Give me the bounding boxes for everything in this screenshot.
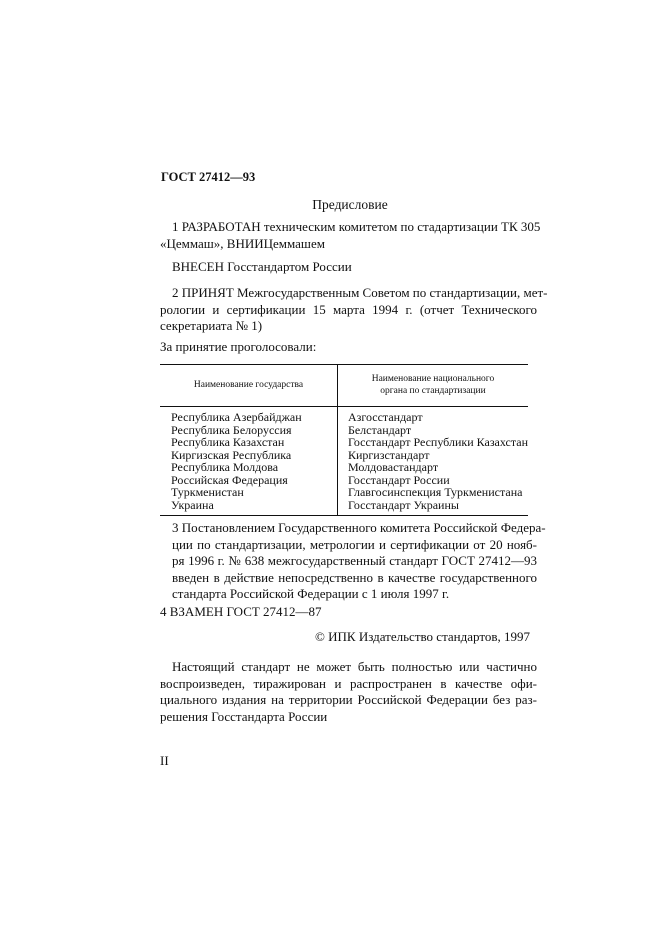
national-body-name: Госстандарт Республики Казахстан	[347, 435, 528, 449]
copyright-notice: © ИПК Издательство стандартов, 1997	[315, 629, 530, 644]
item-3-line: введен в действие непосредственно в качестве государственного	[172, 569, 537, 585]
item-3-line: ции по стандартизации, метрологии и сертификации от 20 нояб-	[172, 536, 537, 552]
national-body-name: Киргизстандарт	[347, 447, 430, 462]
national-body-name: Госстандарт Украины	[347, 497, 459, 512]
notice-line: решения Госстандарта России	[160, 708, 328, 724]
item-2-line: 2 ПРИНЯТ Межгосударственным Советом по стандартизации, мет-	[172, 285, 548, 300]
state-names-cell	[160, 407, 337, 516]
national-body-name: Госстандарт России	[347, 472, 450, 487]
page-number: II	[160, 753, 169, 768]
state-name: Российская Федерация	[171, 472, 288, 487]
national-body-name: Азгосстандарт	[347, 410, 423, 424]
item-1-developed	[160, 219, 541, 252]
state-name: Республика Казахстан	[171, 435, 285, 449]
notice-line: Настоящий стандарт не может быть полностью или частично	[172, 659, 537, 674]
state-name: Республика Азербайджан	[171, 410, 302, 424]
national-body-name: Молдовастандарт	[347, 460, 439, 474]
national-bodies-cell	[337, 407, 528, 516]
column-header-line: органа по стандартизации	[380, 386, 486, 396]
page-title: Предисловие	[312, 197, 388, 212]
voted-label: За принятие проголосовали:	[160, 339, 317, 354]
reproduction-notice	[160, 659, 537, 725]
state-name: Республика Молдова	[171, 460, 279, 474]
item-1-line: «Цеммаш», ВНИИЦеммашем	[160, 235, 325, 251]
item-3-line: ря 1996 г. № 638 межгосударственный стандарт ГОСТ 27412—93	[172, 553, 537, 568]
item-3-line: стандарта Российской Федерации с 1 июля 1997 г.	[172, 586, 450, 601]
state-name: Украина	[171, 497, 214, 512]
item-1-introduced: ВНЕСЕН Госстандартом России	[172, 259, 352, 274]
item-3-line: 3 Постановлением Государственного комитета Российской Федера-	[172, 520, 546, 535]
item-2-line: секретариата № 1)	[160, 318, 263, 333]
item-4-replaces: 4 ВЗАМЕН ГОСТ 27412—87	[160, 604, 322, 619]
voting-states-table	[160, 364, 528, 516]
state-name: Киргизская Республика	[171, 447, 292, 462]
state-name: Республика Белоруссия	[171, 422, 292, 437]
table-header-row	[160, 365, 528, 407]
table-row	[160, 407, 528, 516]
item-1-line: 1 РАЗРАБОТАН техническим комитетом по стадартизации ТК 305	[172, 219, 541, 234]
column-header-line: Наименование национального	[371, 374, 495, 384]
national-body-name: Главгосинспекция Туркменистана	[347, 485, 523, 499]
column-header-state: Наименование государства	[160, 365, 337, 407]
national-body-name: Белстандарт	[347, 422, 412, 437]
column-header-national-body	[337, 365, 528, 407]
notice-line: циального издания на территории Российской Федерации без раз-	[160, 692, 537, 707]
item-2-line: рологии и сертификации 15 марта 1994 г. (отчет Технического	[160, 301, 537, 317]
standard-code-header: ГОСТ 27412—93	[161, 170, 256, 184]
notice-line: воспроизведен, тиражирован и распространен в качестве офи-	[160, 675, 537, 691]
item-2-adopted	[160, 285, 548, 335]
item-3-resolution	[160, 520, 546, 603]
state-name: Туркменистан	[171, 485, 244, 499]
